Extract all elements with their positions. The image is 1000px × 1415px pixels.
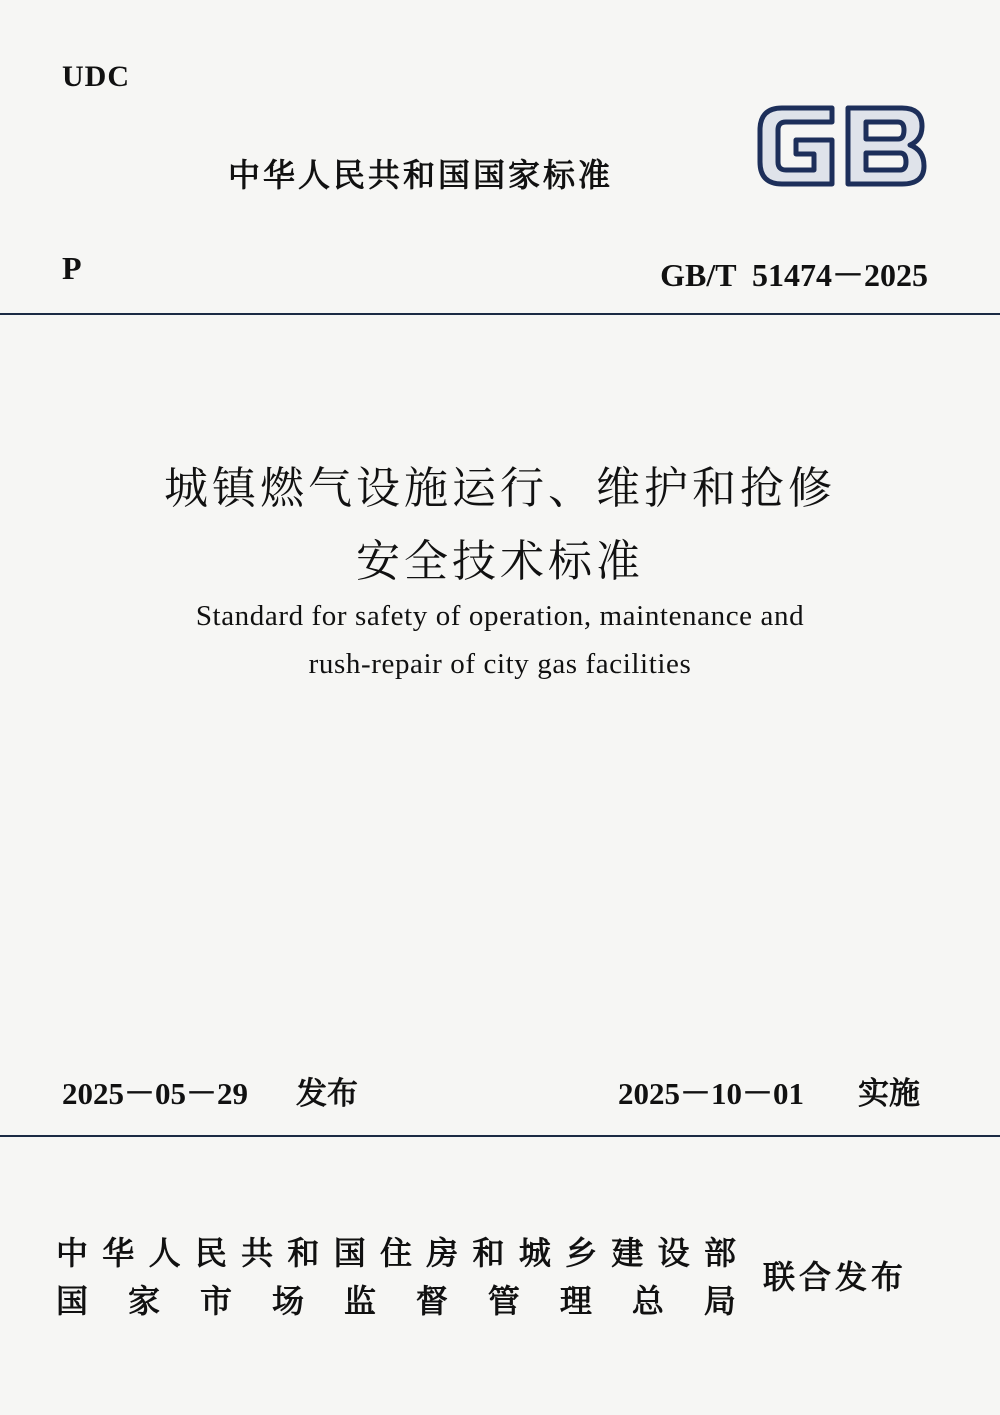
udc-label: UDC (62, 60, 130, 93)
issuer-char: 家 (127, 1282, 160, 1320)
issuer-char: 市 (199, 1282, 232, 1320)
issuer-char: 设 (657, 1234, 690, 1272)
issuer-char: 和 (472, 1234, 505, 1272)
issuer-market-regulation (56, 1276, 736, 1322)
bottom-divider (0, 1135, 1000, 1137)
joint-issue-label: 联合发布 (763, 1258, 908, 1296)
issuer-char: 管 (487, 1282, 520, 1320)
implementation-label: 实施 (858, 1076, 920, 1112)
issue-label: 发布 (296, 1076, 358, 1112)
title-en-line1: Standard for safety of operation, maintenance and (195, 600, 805, 632)
issuer-char: 人 (148, 1234, 181, 1272)
issuer-char: 共 (241, 1234, 274, 1272)
issuer-char: 民 (194, 1234, 227, 1272)
issuer-char: 建 (611, 1234, 644, 1272)
top-divider (0, 313, 1000, 315)
issuer-char: 乡 (565, 1234, 598, 1272)
issuer-char: 国 (333, 1234, 366, 1272)
issuer-char: 监 (343, 1282, 376, 1320)
issuer-char: 部 (703, 1234, 736, 1272)
issuer-char: 房 (426, 1234, 459, 1272)
issuer-char: 理 (559, 1282, 592, 1320)
issue-date: 2025－05－29 (62, 1076, 248, 1111)
issuer-char: 局 (703, 1282, 736, 1320)
national-standard-heading: 中华人民共和国国家标准 (228, 156, 614, 194)
issuer-ministry-housing (56, 1228, 736, 1274)
gb-logo-mark (752, 100, 932, 192)
title-cn-line1: 城镇燃气设施运行、维护和抢修 (164, 463, 836, 514)
issuer-char: 督 (415, 1282, 448, 1320)
issuer-char: 城 (518, 1234, 551, 1272)
standard-number: GB/T 51474－2025 (660, 257, 928, 293)
issuer-char: 场 (271, 1282, 304, 1320)
classification-code: P (62, 250, 82, 286)
issuer-char: 和 (287, 1234, 320, 1272)
issuer-char: 总 (631, 1282, 664, 1320)
implementation-date: 2025－10－01 (618, 1076, 804, 1111)
issuer-char: 华 (102, 1234, 135, 1272)
issuer-char: 住 (379, 1234, 412, 1272)
title-en-line2: rush-repair of city gas facilities (308, 648, 692, 680)
gb-logo (752, 100, 932, 192)
issuer-char: 国 (56, 1282, 89, 1320)
issuer-char: 中 (56, 1234, 89, 1272)
title-cn-line2: 安全技术标准 (356, 536, 644, 587)
